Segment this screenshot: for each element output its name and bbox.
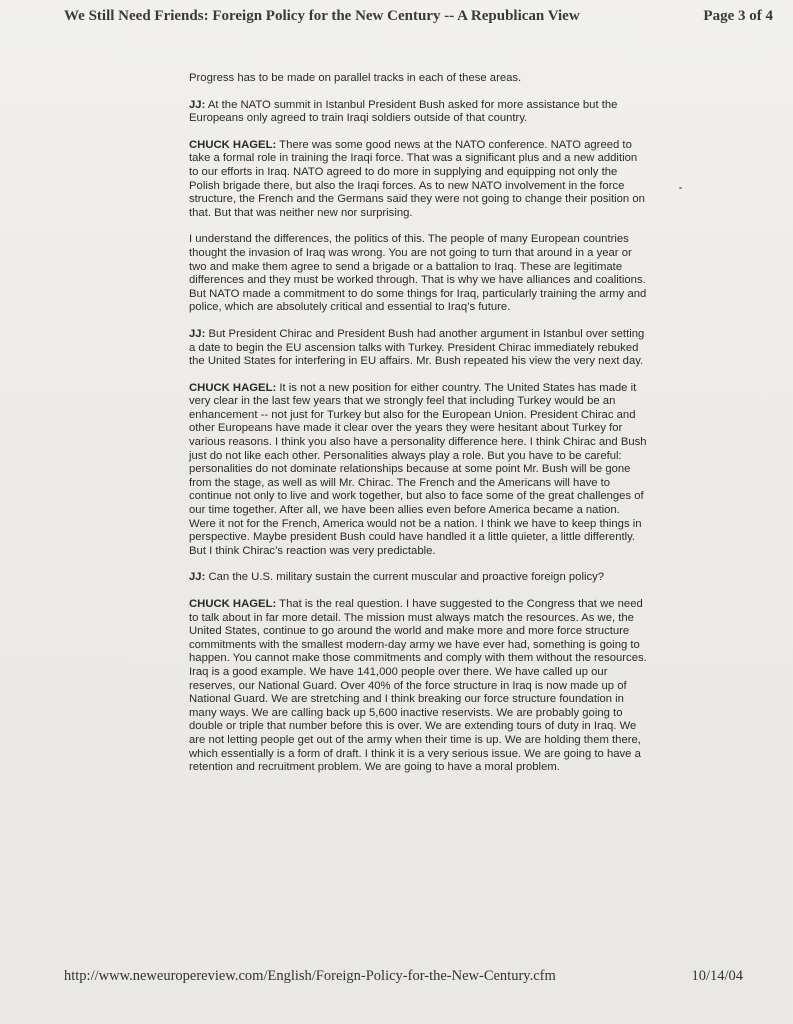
- paragraph-text: It is not a new position for either country. The United States has made it very clear in the last few years that we strongly feel that including Turkey would be an enhancement -- not just for Turkey but also for the European Union. President Chirac and other Europeans have made it clear over the years they were hesitant about Turkey for various reasons. I think you also have a personality difference here. I think Chirac and Bush just do not like each other. Personalities always play a role. But you have to be careful: personalities do not dominate relationships because at some point Mr. Bush will be gone from the stage, as well as will Mr. Chirac. The French and the Americans will have to continue not only to live and work together, but also to face some of the great challenges of our time together. After all, we have been allies even before America became a nation. Were it not for the French, America would not be a nation. I think we have to keep things in perspective. Maybe president Bush could have handled it a little quieter, a little differently. But I think Chirac’s reaction was very predictable.: [189, 381, 647, 557]
- page-footer: [64, 968, 773, 985]
- paragraph: [189, 233, 649, 315]
- paragraph: [189, 571, 649, 585]
- paragraph: [189, 72, 649, 86]
- paragraph-text: Progress has to be made on parallel tracks in each of these areas.: [189, 72, 522, 84]
- page-header: [64, 8, 773, 25]
- paragraph-text: There was some good news at the NATO conference. NATO agreed to take a formal role in training the Iraqi force. That was a significant plus and a new addition to our efforts in Iraq. NATO agreed to do more in supplying and equipping not only the Polish brigade there, but also the Iraqi forces. As to new NATO involvement in the force structure, the French and the Germans said they were not going to change their position on that. But that was neither new nor surprising.: [189, 138, 645, 219]
- paragraph-text: I understand the differences, the politics of this. The people of many European countries thought the invasion of Iraq was wrong. You are not going to turn that around in a year or two and make them agree to send a brigade or a battalion to Iraq. These are legitimate differences and they must be worked through. That is why we have alliances and coalitions. But NATO made a commitment to do some things for Iraq, particularly training the army and police, which are absolutely critical and essential to Iraq’s future.: [189, 233, 647, 314]
- paragraph-text: That is the real question. I have suggested to the Congress that we need to talk about in far more detail. The mission must always match the resources. As we, the United States, continue to go around the world and make more and more force structure commitments with the smallest modern-day army we have ever had, something is going to happen. You cannot make those commitments and comply with them without the resources. Iraq is a good example. We have 141,000 people over there. We have called up our reserves, our National Guard. Over 40% of the force structure in Iraq is now made up of National Guard. We are stretching and I think breaking our force structure foundation in many ways. We are calling back up 5,600 inactive reservists. We are probably going to double or triple that number before this is over. We are extending tours of duty in Iraq. We are not letting people get out of the army when their time is up. We are holding them there, which essentially is a form of draft. I think it is a very serious issue. We are going to have a retention and recruitment problem. We are going to have a moral problem.: [189, 598, 647, 774]
- source-url: http://www.neweuropereview.com/English/Foreign-Policy-for-the-New-Century.cfm: [64, 968, 556, 984]
- paragraph: [189, 598, 649, 775]
- speaker: CHUCK HAGEL:: [189, 138, 277, 151]
- speaker: JJ:: [189, 98, 206, 111]
- article-body: [189, 72, 649, 788]
- paragraph: [189, 328, 649, 369]
- document-title: We Still Need Friends: Foreign Policy for the New Century -- A Republican View: [64, 8, 580, 24]
- paragraph: [189, 139, 649, 221]
- paragraph-text: But President Chirac and President Bush had another argument in Istanbul over setting a date to begin the EU ascension talks with Turkey. President Chirac immediately rebuked the United States for interfering in EU affairs. Mr. Bush repeated his view the very next day.: [189, 327, 645, 368]
- page-number: Page 3 of 4: [703, 8, 773, 24]
- speaker: CHUCK HAGEL:: [189, 598, 277, 610]
- print-date: 10/14/04: [691, 968, 743, 984]
- paragraph-text: Can the U.S. military sustain the current muscular and proactive foreign policy?: [205, 571, 605, 584]
- paragraph: [189, 382, 649, 559]
- paragraph: [189, 99, 649, 126]
- speaker: JJ:: [189, 327, 206, 340]
- speaker: JJ:: [189, 571, 206, 584]
- paragraph-text: At the NATO summit in Istanbul President Bush asked for more assistance but the Europeans only agreed to train Iraqi soldiers outside of that country.: [189, 98, 618, 125]
- speaker: CHUCK HAGEL:: [189, 381, 277, 394]
- paper-speck: [679, 187, 682, 189]
